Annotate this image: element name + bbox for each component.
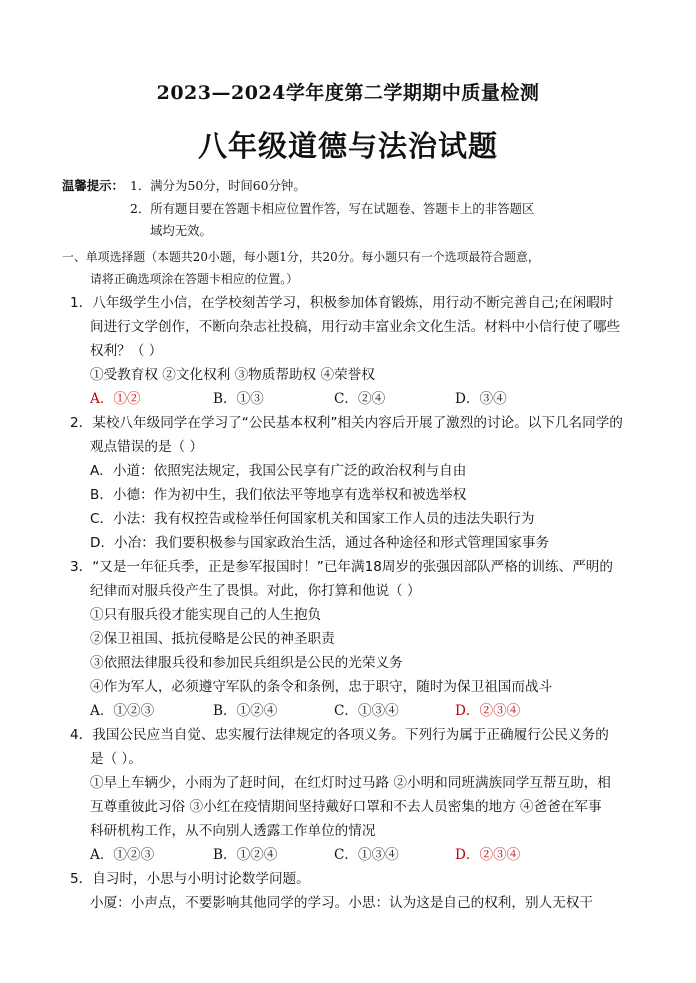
q3-option-b: B．①②④	[213, 703, 278, 719]
q4-option-c: C．①③④	[334, 847, 399, 863]
q1-option-a: A．①②	[90, 391, 141, 407]
q4-option-d: D．②③④	[455, 847, 521, 863]
q2-stem-line-1: 2．某校八年级同学在学习了“公民基本权利”相关内容后开展了激烈的讨论。以下几名同学的	[70, 415, 623, 431]
q2-choice-a: A．小道：依照宪法规定，我国公民享有广泛的政治权利与自由	[90, 463, 467, 479]
section-heading-line-2: 请将正确选项涂在答题卡相应的位置。）	[90, 272, 299, 286]
q1-stem-line-2: 间进行文学创作，不断向杂志社投稿，用行动丰富业余文化生活。材料中小信行使了哪些	[90, 319, 621, 335]
q2-choice-d: D．小冶：我们要积极参与国家政治生活，通过各种途径和形式管理国家事务	[90, 535, 550, 551]
q4-items-line-3: 科研机构工作，从不向别人透露工作单位的情况	[90, 823, 376, 839]
q2-choice-c: C．小法：我有权控告或检举任何国家机关和国家工作人员的违法失职行为	[90, 511, 535, 527]
q2-choice-b: B．小德：作为初中生，我们依法平等地享有选举权和被选举权	[90, 487, 467, 503]
q3-stem-line-2: 纪律而对服兵役产生了畏惧。对此，你打算和他说（ ）	[90, 583, 421, 599]
q4-stem-line-1: 4．我国公民应当自觉、忠实履行法律规定的各项义务。下列行为属于正确履行公民义务的	[70, 727, 609, 743]
q4-option-b: B．①②④	[213, 847, 278, 863]
tips-line-3: 域均无效。	[150, 223, 212, 238]
q4-items-line-1: ①早上车辆少，小雨为了赶时间，在红灯时过马路 ②小明和同班满族同学互帮互助，相	[90, 775, 611, 791]
q1-stem-line-3: 权利？（ ）	[90, 343, 163, 359]
q1-option-d: D．③④	[455, 391, 507, 407]
q3-item-1: ①只有服兵役才能实现自己的人生抱负	[90, 607, 322, 623]
q1-stem-line-1: 1．八年级学生小信，在学校刻苦学习，积极参加体育锻炼，用行动不断完善自己;在闲暇时	[70, 295, 614, 311]
q1-items: ①受教育权 ②文化权利 ③物质帮助权 ④荣誉权	[90, 367, 375, 383]
q5-stem-line-2: 小厦：小声点，不要影响其他同学的学习。小思：认为这是自己的权利，别人无权干	[90, 895, 593, 911]
q3-stem-line-1: 3．“又是一年征兵季，正是参军报国时！”已年满18周岁的张强因部队严格的训练、严明的	[70, 559, 613, 575]
exam-subject-title: 八年级道德与法治试题	[197, 129, 498, 163]
section-heading-line-1: 一、单项选择题（本题共20小题，每小题1分，共20分。每小题只有一个选项最符合题意，	[62, 250, 540, 264]
q3-item-3: ③依照法律服兵役和参加民兵组织是公民的光荣义务	[90, 655, 403, 671]
exam-term-title: 2023—2024学年度第二学期期中质量检测	[156, 82, 540, 104]
q3-option-c: C．①③④	[334, 703, 399, 719]
q3-option-a: A．①②③	[90, 703, 155, 719]
tips-line-1: 1．满分为50分，时间60分钟。	[130, 178, 306, 193]
q3-item-4: ④作为军人，必须遵守军队的条令和条例，忠于职守，随时为保卫祖国而战斗	[90, 679, 553, 695]
q5-stem-line-1: 5．自习时，小思与小明讨论数学问题。	[70, 871, 310, 887]
q3-option-d: D．②③④	[455, 703, 521, 719]
q2-stem-line-2: 观点错误的是（ ）	[90, 439, 204, 455]
q1-option-c: C．②④	[334, 391, 386, 407]
q1-option-b: B．①③	[213, 391, 264, 407]
tips-line-2: 2．所有题目要在答题卡相应位置作答，写在试题卷、答题卡上的非答题区	[130, 201, 535, 216]
q4-stem-line-2: 是（ ）。	[90, 751, 142, 767]
q4-items-line-2: 互尊重彼此习俗 ③小红在疫情期间坚持戴好口罩和不去人员密集的地方 ④爸爸在军事	[90, 799, 602, 815]
q4-option-a: A．①②③	[90, 847, 155, 863]
tips-label: 温馨提示：	[62, 178, 124, 193]
q3-item-2: ②保卫祖国、抵抗侵略是公民的神圣职责	[90, 631, 335, 647]
